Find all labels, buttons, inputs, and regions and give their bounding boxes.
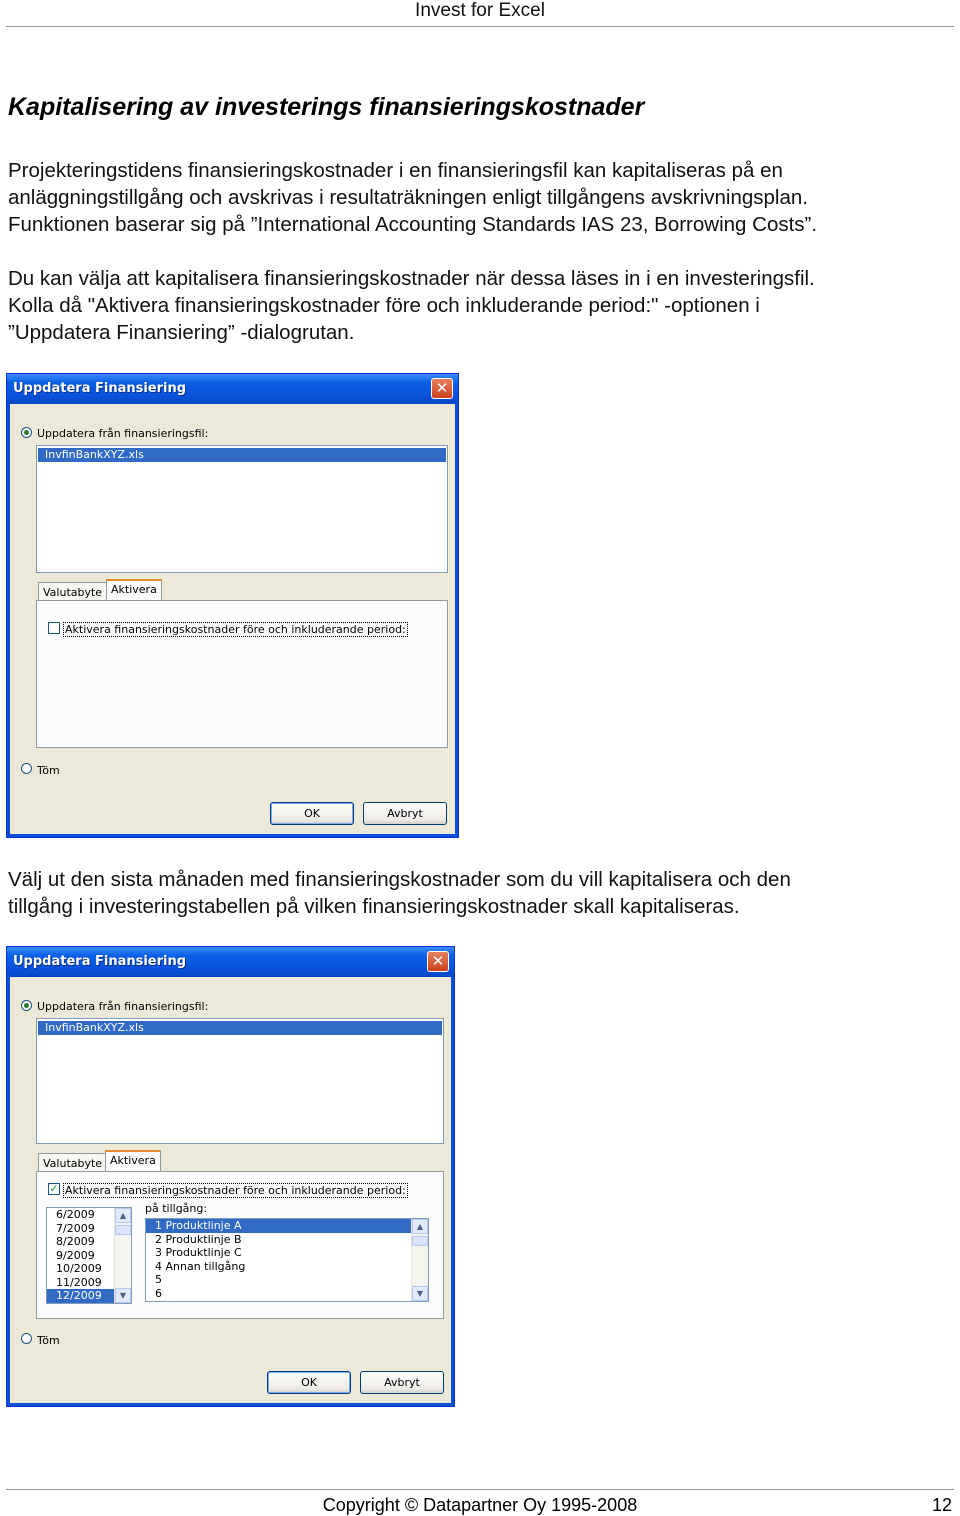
paragraph-line: Välj ut den sista månaden med finansieringskostnader som du vill kapitalisera och den (8, 868, 791, 891)
period-item-selected[interactable]: 12/2009 (47, 1289, 131, 1303)
radio-update-from-file-label: Uppdatera från finansieringsfil: (37, 427, 209, 440)
asset-item[interactable]: 5 (155, 1273, 162, 1286)
scroll-up-icon[interactable]: ▲ (115, 1208, 131, 1223)
header-rule (6, 26, 954, 27)
radio-update-from-file[interactable] (21, 1000, 32, 1011)
cancel-button[interactable]: Avbryt (363, 802, 447, 825)
capitalize-checkbox[interactable] (48, 622, 60, 634)
dialog-frame (7, 404, 10, 837)
cancel-button[interactable]: Avbryt (360, 1371, 444, 1394)
header-title: Invest for Excel (415, 0, 545, 21)
period-item[interactable]: 7/2009 (56, 1221, 95, 1235)
scroll-thumb[interactable] (412, 1236, 428, 1246)
ok-button[interactable]: OK (270, 802, 354, 825)
asset-item-selected[interactable]: 1 Produktlinje A (146, 1219, 411, 1233)
tab-aktivera[interactable]: Aktivera (105, 1150, 161, 1172)
period-item[interactable]: 11/2009 (56, 1275, 102, 1289)
dialog-frame (7, 1403, 454, 1406)
period-item[interactable]: 9/2009 (56, 1248, 95, 1262)
dialog-titlebar[interactable] (7, 374, 458, 404)
asset-item[interactable]: 6 (155, 1286, 162, 1300)
dialog-frame (7, 834, 458, 837)
period-item[interactable]: 10/2009 (56, 1262, 102, 1275)
paragraph-line: Funktionen baserar sig på ”International Accounting Standards IAS 23, Borrowing Costs”. (8, 213, 818, 236)
paragraph-line: ”Uppdatera Finansiering” -dialogrutan. (8, 321, 355, 344)
scroll-thumb[interactable] (115, 1225, 131, 1235)
footer-rule (6, 1489, 954, 1490)
file-list-item-selected[interactable]: InvfinBankXYZ.xls (38, 1021, 442, 1035)
radio-clear-label: Töm (37, 1334, 60, 1347)
capitalize-checkbox-label: Aktivera finansieringskostnader före och inkluderande period: (65, 623, 406, 636)
ok-button[interactable]: OK (267, 1371, 351, 1394)
radio-update-from-file-label: Uppdatera från finansieringsfil: (37, 1000, 209, 1013)
page-number: 12 (931, 1495, 952, 1515)
close-icon[interactable]: ✕ (427, 951, 449, 972)
file-listbox[interactable] (36, 1018, 444, 1144)
dialog-title: Uppdatera Finansiering (13, 954, 187, 969)
capitalize-checkbox[interactable]: ✓ (49, 1182, 59, 1195)
paragraph-line: tillgång i investeringstabellen på vilken finansieringskostnader skall kapitaliseras. (8, 895, 740, 918)
scroll-down-icon[interactable]: ▼ (412, 1286, 428, 1301)
dialog-title: Uppdatera Finansiering (13, 381, 187, 396)
dialog-update-financing-2 (6, 946, 455, 1407)
file-list-item-selected[interactable]: InvfinBankXYZ.xls (38, 448, 446, 462)
paragraph-select (8, 866, 953, 920)
paragraph-intro (8, 157, 953, 238)
scroll-up-icon[interactable]: ▲ (412, 1219, 428, 1234)
asset-item[interactable]: 3 Produktlinje C (155, 1246, 242, 1259)
period-item[interactable]: 6/2009 (56, 1208, 95, 1221)
radio-clear-label: Töm (37, 764, 60, 777)
tab-valutabyte[interactable]: Valutabyte (38, 582, 107, 602)
footer-copyright: Copyright © Datapartner Oy 1995-2008 (322, 1495, 638, 1515)
dialog-titlebar[interactable] (7, 947, 454, 977)
paragraph-option (8, 265, 953, 346)
dialog-frame (451, 977, 454, 1406)
period-listbox[interactable] (46, 1207, 132, 1304)
period-item[interactable]: 8/2009 (56, 1235, 95, 1248)
radio-update-from-file[interactable] (21, 427, 32, 438)
close-icon[interactable]: ✕ (431, 378, 453, 399)
dialog-frame (455, 404, 458, 837)
paragraph-line: anläggningstillgång och avskrivas i resultaträkningen enligt tillgångens avskrivningsplan. (8, 186, 808, 209)
paragraph-line: Du kan välja att kapitalisera finansieringskostnader när dessa läses in i en investeringsfil. (8, 267, 815, 290)
dialog-frame (7, 977, 10, 1406)
asset-label: på tillgång: (145, 1202, 208, 1215)
tab-aktivera[interactable]: Aktivera (106, 579, 162, 601)
paragraph-line: Kolla då "Aktivera finansieringskostnader före och inkluderande period:" -optionen i (8, 294, 760, 317)
asset-item[interactable]: 2 Produktlinje B (155, 1232, 242, 1246)
tab-panel-aktivera (36, 600, 448, 748)
file-listbox[interactable] (36, 445, 448, 573)
radio-clear[interactable] (21, 1333, 32, 1344)
capitalize-checkbox-label: Aktivera finansieringskostnader före och inkluderande period: (65, 1184, 406, 1197)
dialog-update-financing-1 (6, 373, 459, 838)
asset-scrollbar[interactable] (411, 1219, 428, 1301)
asset-item[interactable]: 4 Annan tillgång (155, 1259, 246, 1273)
section-title: Kapitalisering av investerings finansieringskostnader (8, 93, 645, 121)
asset-listbox[interactable] (145, 1218, 429, 1302)
scroll-down-icon[interactable]: ▼ (115, 1288, 131, 1303)
tab-valutabyte[interactable]: Valutabyte (38, 1153, 107, 1173)
paragraph-line: Projekteringstidens finansieringskostnader i en finansieringsfil kan kapitaliseras på en (8, 159, 783, 182)
period-scrollbar[interactable] (114, 1208, 131, 1303)
tab-panel-aktivera (36, 1171, 444, 1319)
radio-clear[interactable] (21, 763, 32, 774)
